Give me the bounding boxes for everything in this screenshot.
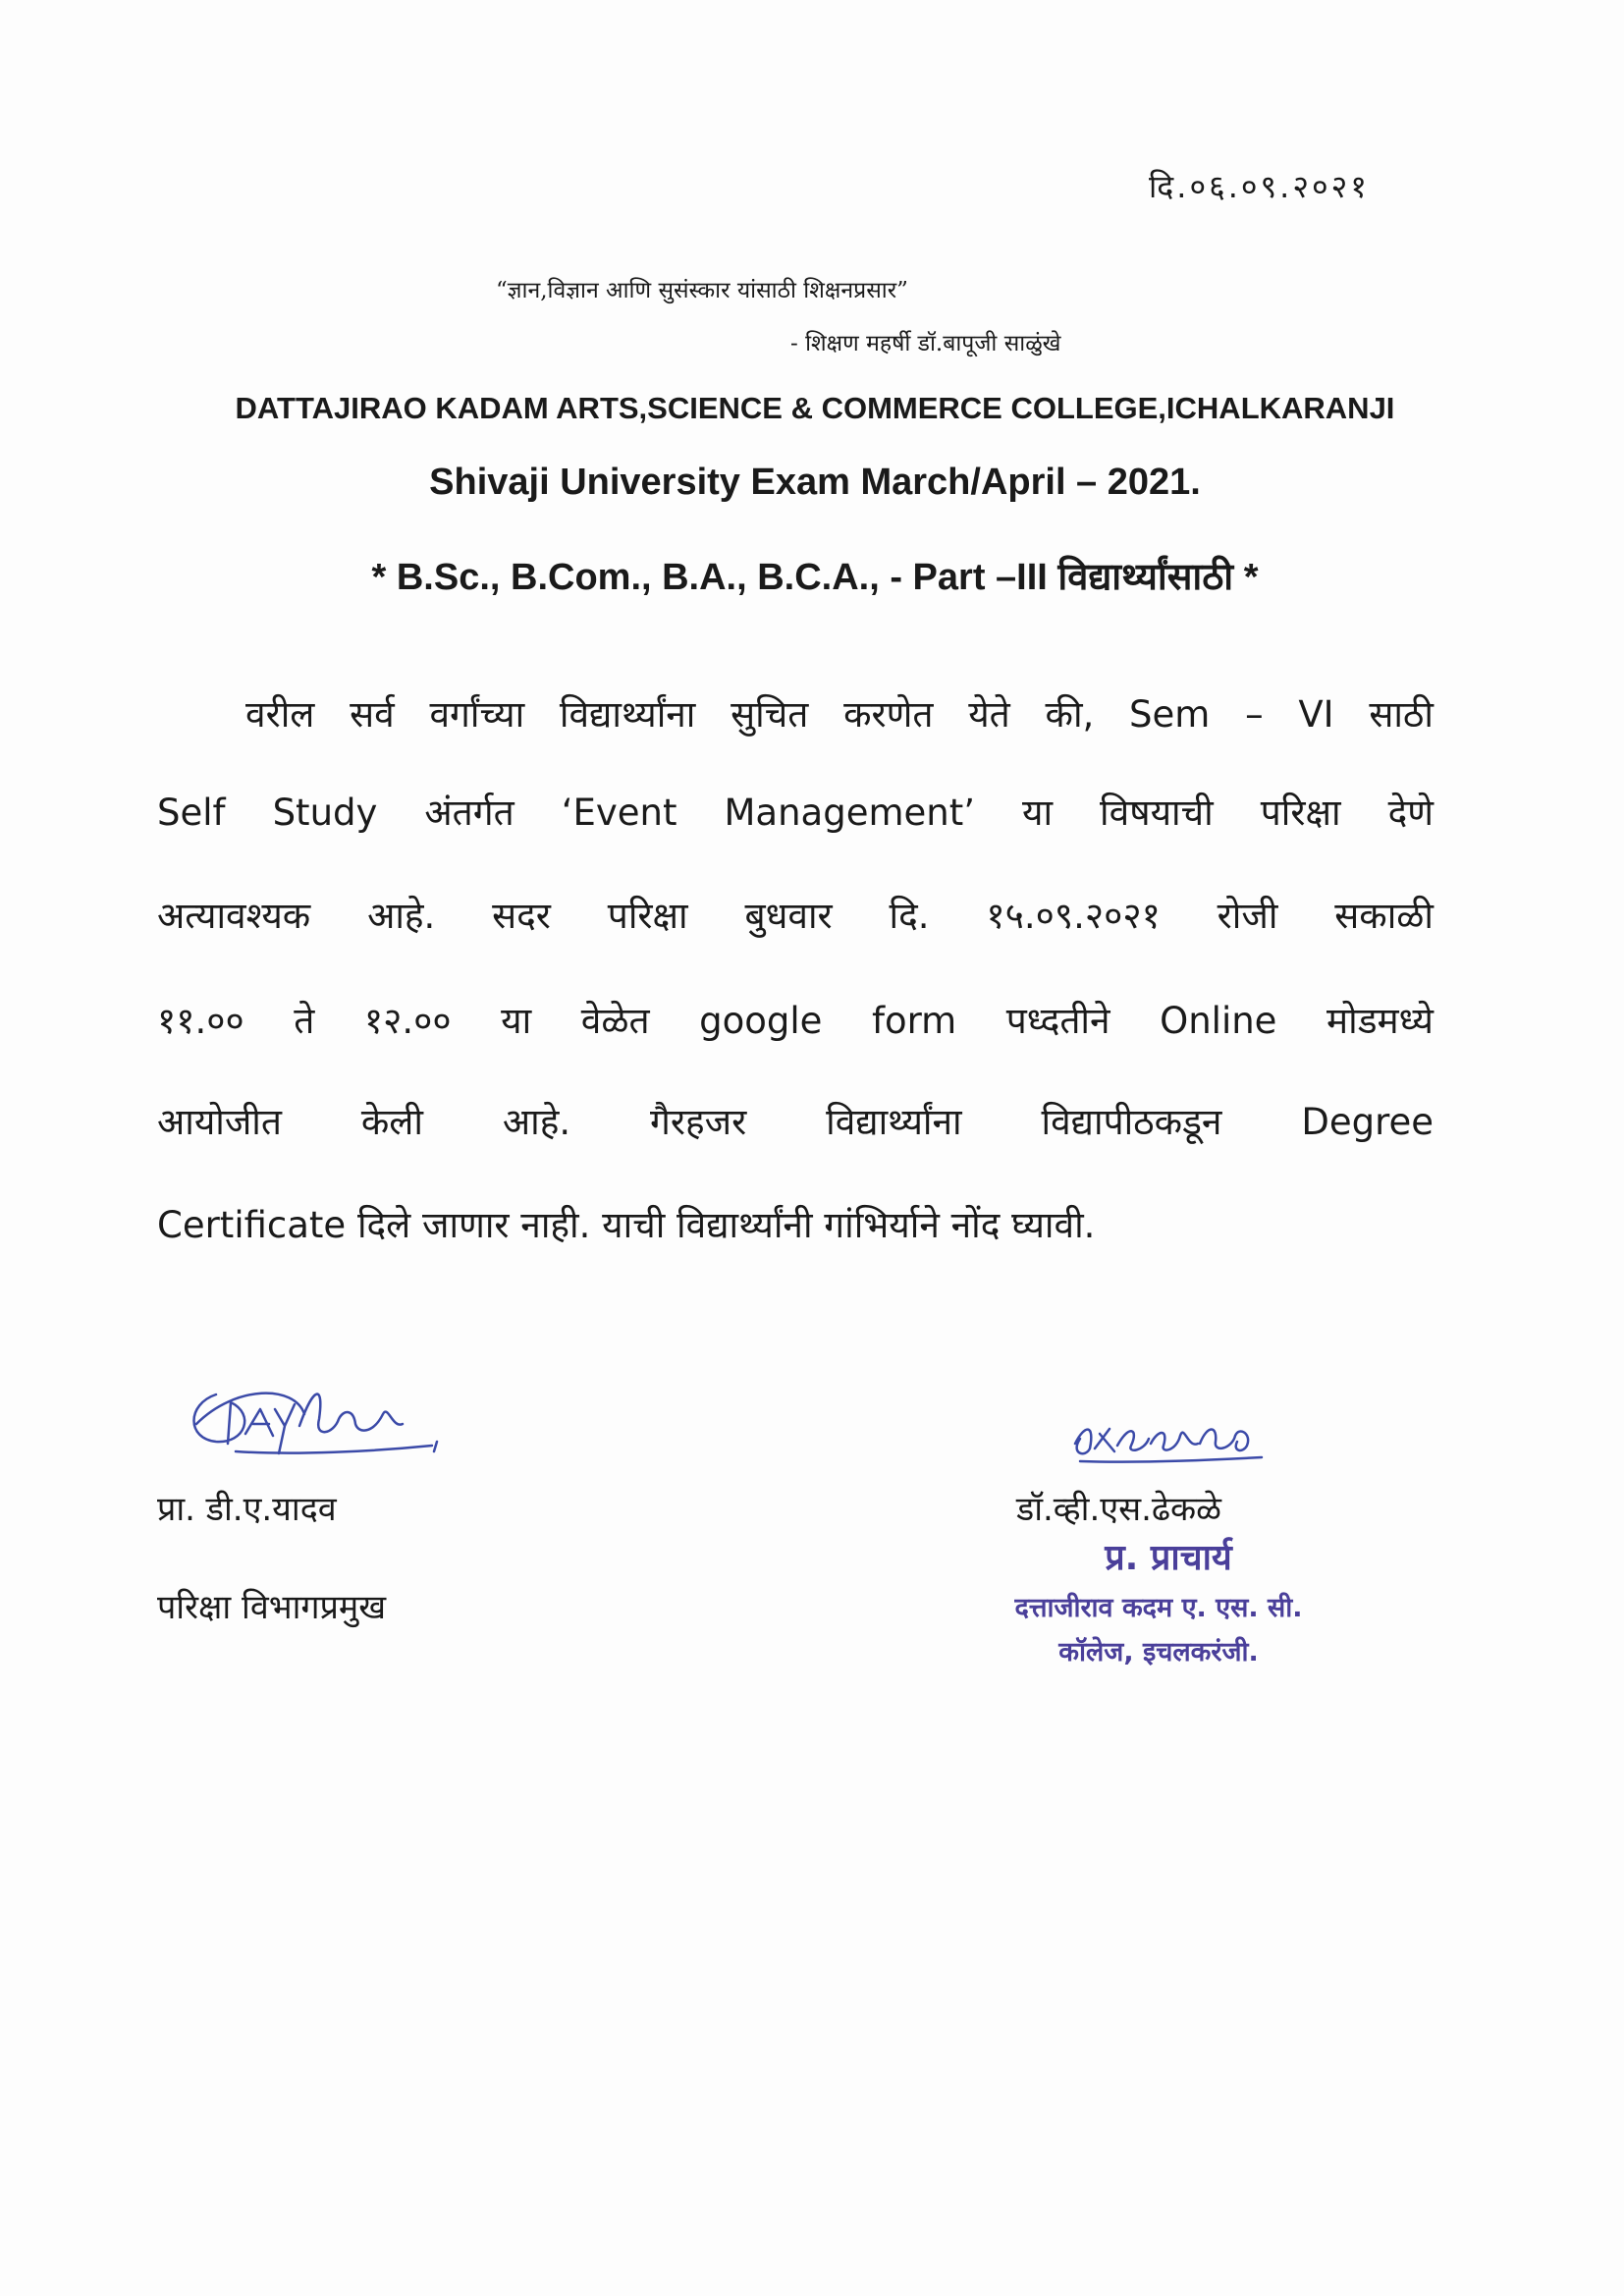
college-motto: “ज्ञान,विज्ञान आणि सुसंस्कार यांसाठी शिक्षनप्रसार” <box>496 278 908 303</box>
signatory-right-name: डॉ.व्ही.एस.ढेकळे <box>1016 1490 1221 1529</box>
notice-date: दि.०६.०९.२०२१ <box>1149 168 1370 205</box>
college-name: DATTAJIRAO KADAM ARTS,SCIENCE & COMMERCE COLLEGE,ICHALKARANJI <box>235 391 1395 425</box>
notice-body-line-5: आयोजीत केली आहे. गैरहजर विद्यार्थ्यांना विद्यापीठकडून Degree <box>157 1101 1434 1143</box>
stamp-line-1: दत्ताजीराव कदम ए. एस. सी. <box>1014 1593 1303 1623</box>
target-classes: * B.Sc., B.Com., B.A., B.C.A., - Part –III विद्यार्थ्यांसाठी * <box>371 557 1259 598</box>
signatory-left-role: परिक्षा विभागप्रमुख <box>157 1588 387 1627</box>
notice-body-line-3: अत्यावश्यक आहे. सदर परिक्षा बुधवार दि. १५.०९.२०२१ रोजी सकाळी <box>157 895 1434 937</box>
stamp-title: प्र. प्राचार्य <box>1105 1538 1232 1578</box>
signature-right <box>1060 1404 1276 1473</box>
motto-author: - शिक्षण महर्षी डॉ.बापूजी साळुंखे <box>790 331 1061 356</box>
stamp-line-2: कॉलेज, इचलकरंजी. <box>1058 1637 1259 1667</box>
principal-stamp <box>972 1532 1345 1668</box>
notice-body-line-4: ११.०० ते १२.०० या वेळेत google form पध्दतीने Online मोडमध्ये <box>157 1000 1434 1042</box>
exam-title: Shivaji University Exam March/April – 2021. <box>429 462 1201 503</box>
notice-body-line-1: वरील सर्व वर्गांच्या विद्यार्थ्यांना सुचित करणेत येते की, Sem – VI साठी <box>245 693 1434 736</box>
signature-left <box>177 1365 471 1473</box>
signatory-left-name: प्रा. डी.ए.यादव <box>157 1490 337 1529</box>
notice-body-line-6: Certificate दिले जाणार नाही. याची विद्यार्थ्यांनी गांभिर्याने नोंद घ्यावी. <box>157 1204 1096 1246</box>
notice-body-line-2: Self Study अंतर्गत ‘Event Management’ या विषयाची परिक्षा देणे <box>157 792 1434 834</box>
